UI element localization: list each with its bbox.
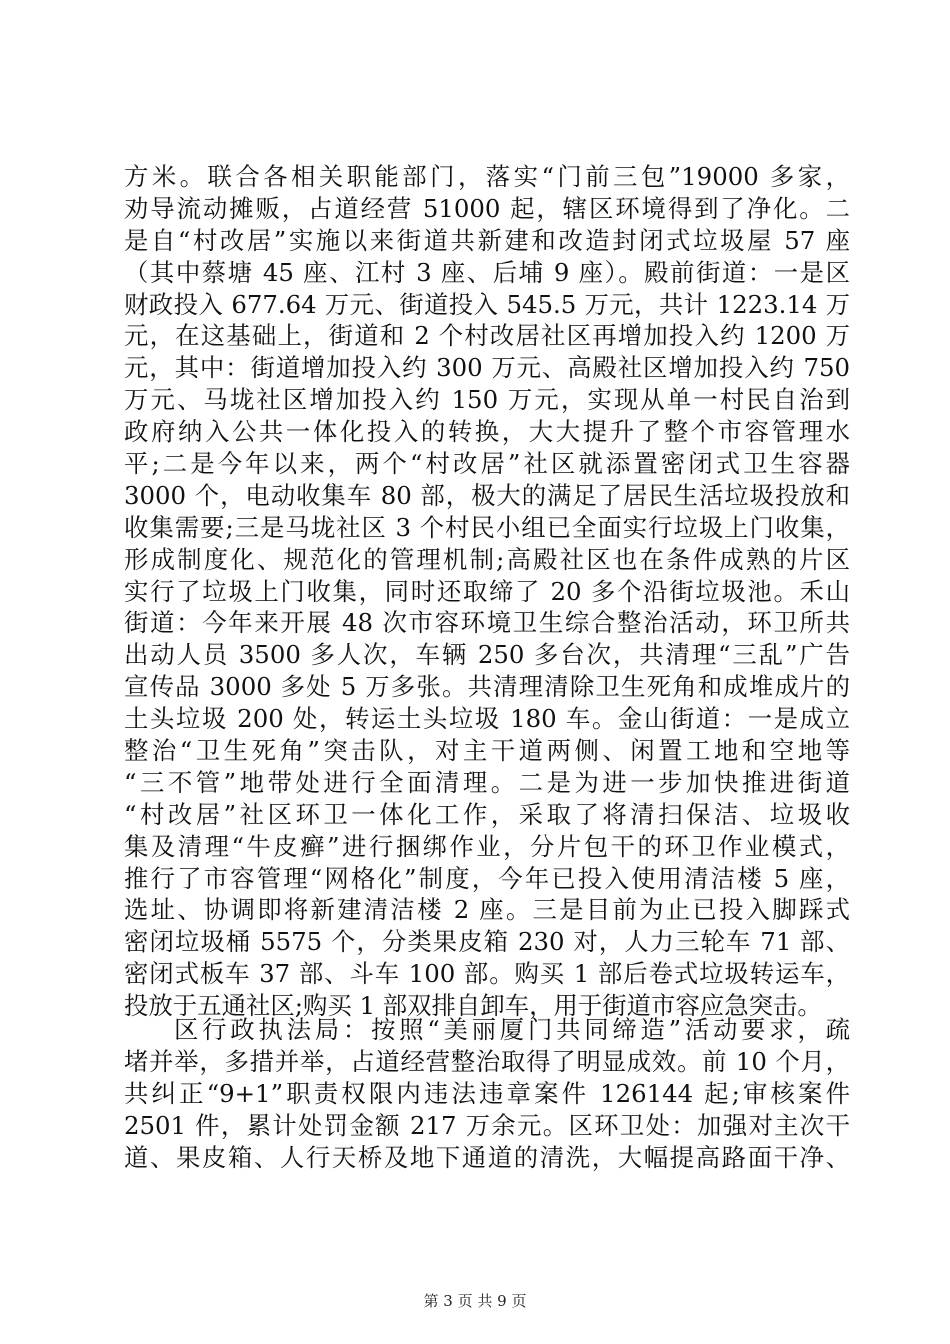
paragraph-line: 政府纳入公共一体化投入的转换，大大提升了整个市容管理水 [124,417,850,447]
paragraph-line: 劝导流动摊贩，占道经营 51000 起，辖区环境得到了净化。二 [124,193,850,223]
paragraph-line: 收集需要;三是马垅社区 3 个村民小组已全面实行垃圾上门收集， [124,512,850,542]
paragraph-line: “三不管”地带处进行全面清理。二是为进一步加快推进街道 [124,767,850,797]
paragraph-line: 实行了垃圾上门收集，同时还取缔了 20 多个沿街垃圾池。禾山 [124,576,850,606]
paragraph-line: 宣传品 3000 多处 5 万多张。共清理清除卫生死角和成堆成片的 [124,672,850,702]
paragraph-line: 区行政执法局：按照“美丽厦门共同缔造”活动要求，疏 [174,1015,850,1044]
paragraph-line: 密闭式板车 37 部、斗车 100 部。购买 1 部后卷式垃圾转运车， [124,959,850,989]
paragraph-line: 元，在这基础上，街道和 2 个村改居社区再增加投入约 1200 万 [124,321,850,351]
paragraph-line: 选址、协调即将新建清洁楼 2 座。三是目前为止已投入脚踩式 [124,895,850,925]
paragraph-line: 推行了市容管理“网格化”制度，今年已投入使用清洁楼 5 座， [124,863,850,893]
paragraph-line: “村改居”社区环卫一体化工作，采取了将清扫保洁、垃圾收 [124,799,850,829]
page-number-footer: 第 3 页 共 9 页 [423,1292,527,1310]
paragraph-line: 是自“村改居”实施以来街道共新建和改造封闭式垃圾屋 57 座 [124,225,850,255]
paragraph-line: 道、果皮箱、人行天桥及地下通道的清洗，大幅提高路面干净、 [124,1142,850,1172]
paragraph-line: 密闭垃圾桶 5575 个，分类果皮箱 230 对，人力三轮车 71 部、 [124,927,850,957]
paragraph-line: 集及清理“牛皮癣”进行捆绑作业，分片包干的环卫作业模式， [124,831,850,861]
body-paragraph-1 [124,161,850,1022]
paragraph-line: 堵并举，多措并举，占道经营整治取得了明显成效。前 10 个月， [124,1046,850,1076]
paragraph-line: 平;二是今年以来，两个“村改居”社区就添置密闭式卫生容器 [124,449,850,479]
paragraph-line: 出动人员 3500 多人次，车辆 250 多台次，共清理“三乱”广告 [124,640,850,670]
paragraph-line: 财政投入 677.64 万元、街道投入 545.5 万元，共计 1223.14 万 [124,289,850,319]
paragraph-line: 整治“卫生死角”突击队，对主干道两侧、闲置工地和空地等 [124,736,850,766]
paragraph-line: 土头垃圾 200 处，转运土头垃圾 180 车。金山街道：一是成立 [124,704,850,734]
paragraph-line: 街道：今年来开展 48 次市容环境卫生综合整治活动，环卫所共 [124,608,850,638]
paragraph-line: 共纠正“9+1”职责权限内违法违章案件 126144 起;审核案件 [124,1078,850,1108]
paragraph-line: 万元、马垅社区增加投入约 150 万元，实现从单一村民自治到 [124,385,850,415]
paragraph-line: 2501 件，累计处罚金额 217 万余元。区环卫处：加强对主次干 [124,1110,850,1140]
paragraph-line: 方米。联合各相关职能部门，落实“门前三包”19000 多家， [124,162,850,191]
paragraph-line: 3000 个，电动收集车 80 部，极大的满足了居民生活垃圾投放和 [124,480,850,510]
body-paragraph-2 [124,1014,850,1173]
paragraph-line: 形成制度化、规范化的管理机制;高殿社区也在条件成熟的片区 [124,544,850,574]
paragraph-line: 投放于五通社区;购买 1 部双排自卸车，用于街道市容应急突击。 [124,991,822,1021]
paragraph-line: （其中蔡塘 45 座、江村 3 座、后埔 9 座）。殿前街道：一是区 [124,257,850,287]
paragraph-line: 元，其中：街道增加投入约 300 万元、高殿社区增加投入约 750 [124,353,850,383]
